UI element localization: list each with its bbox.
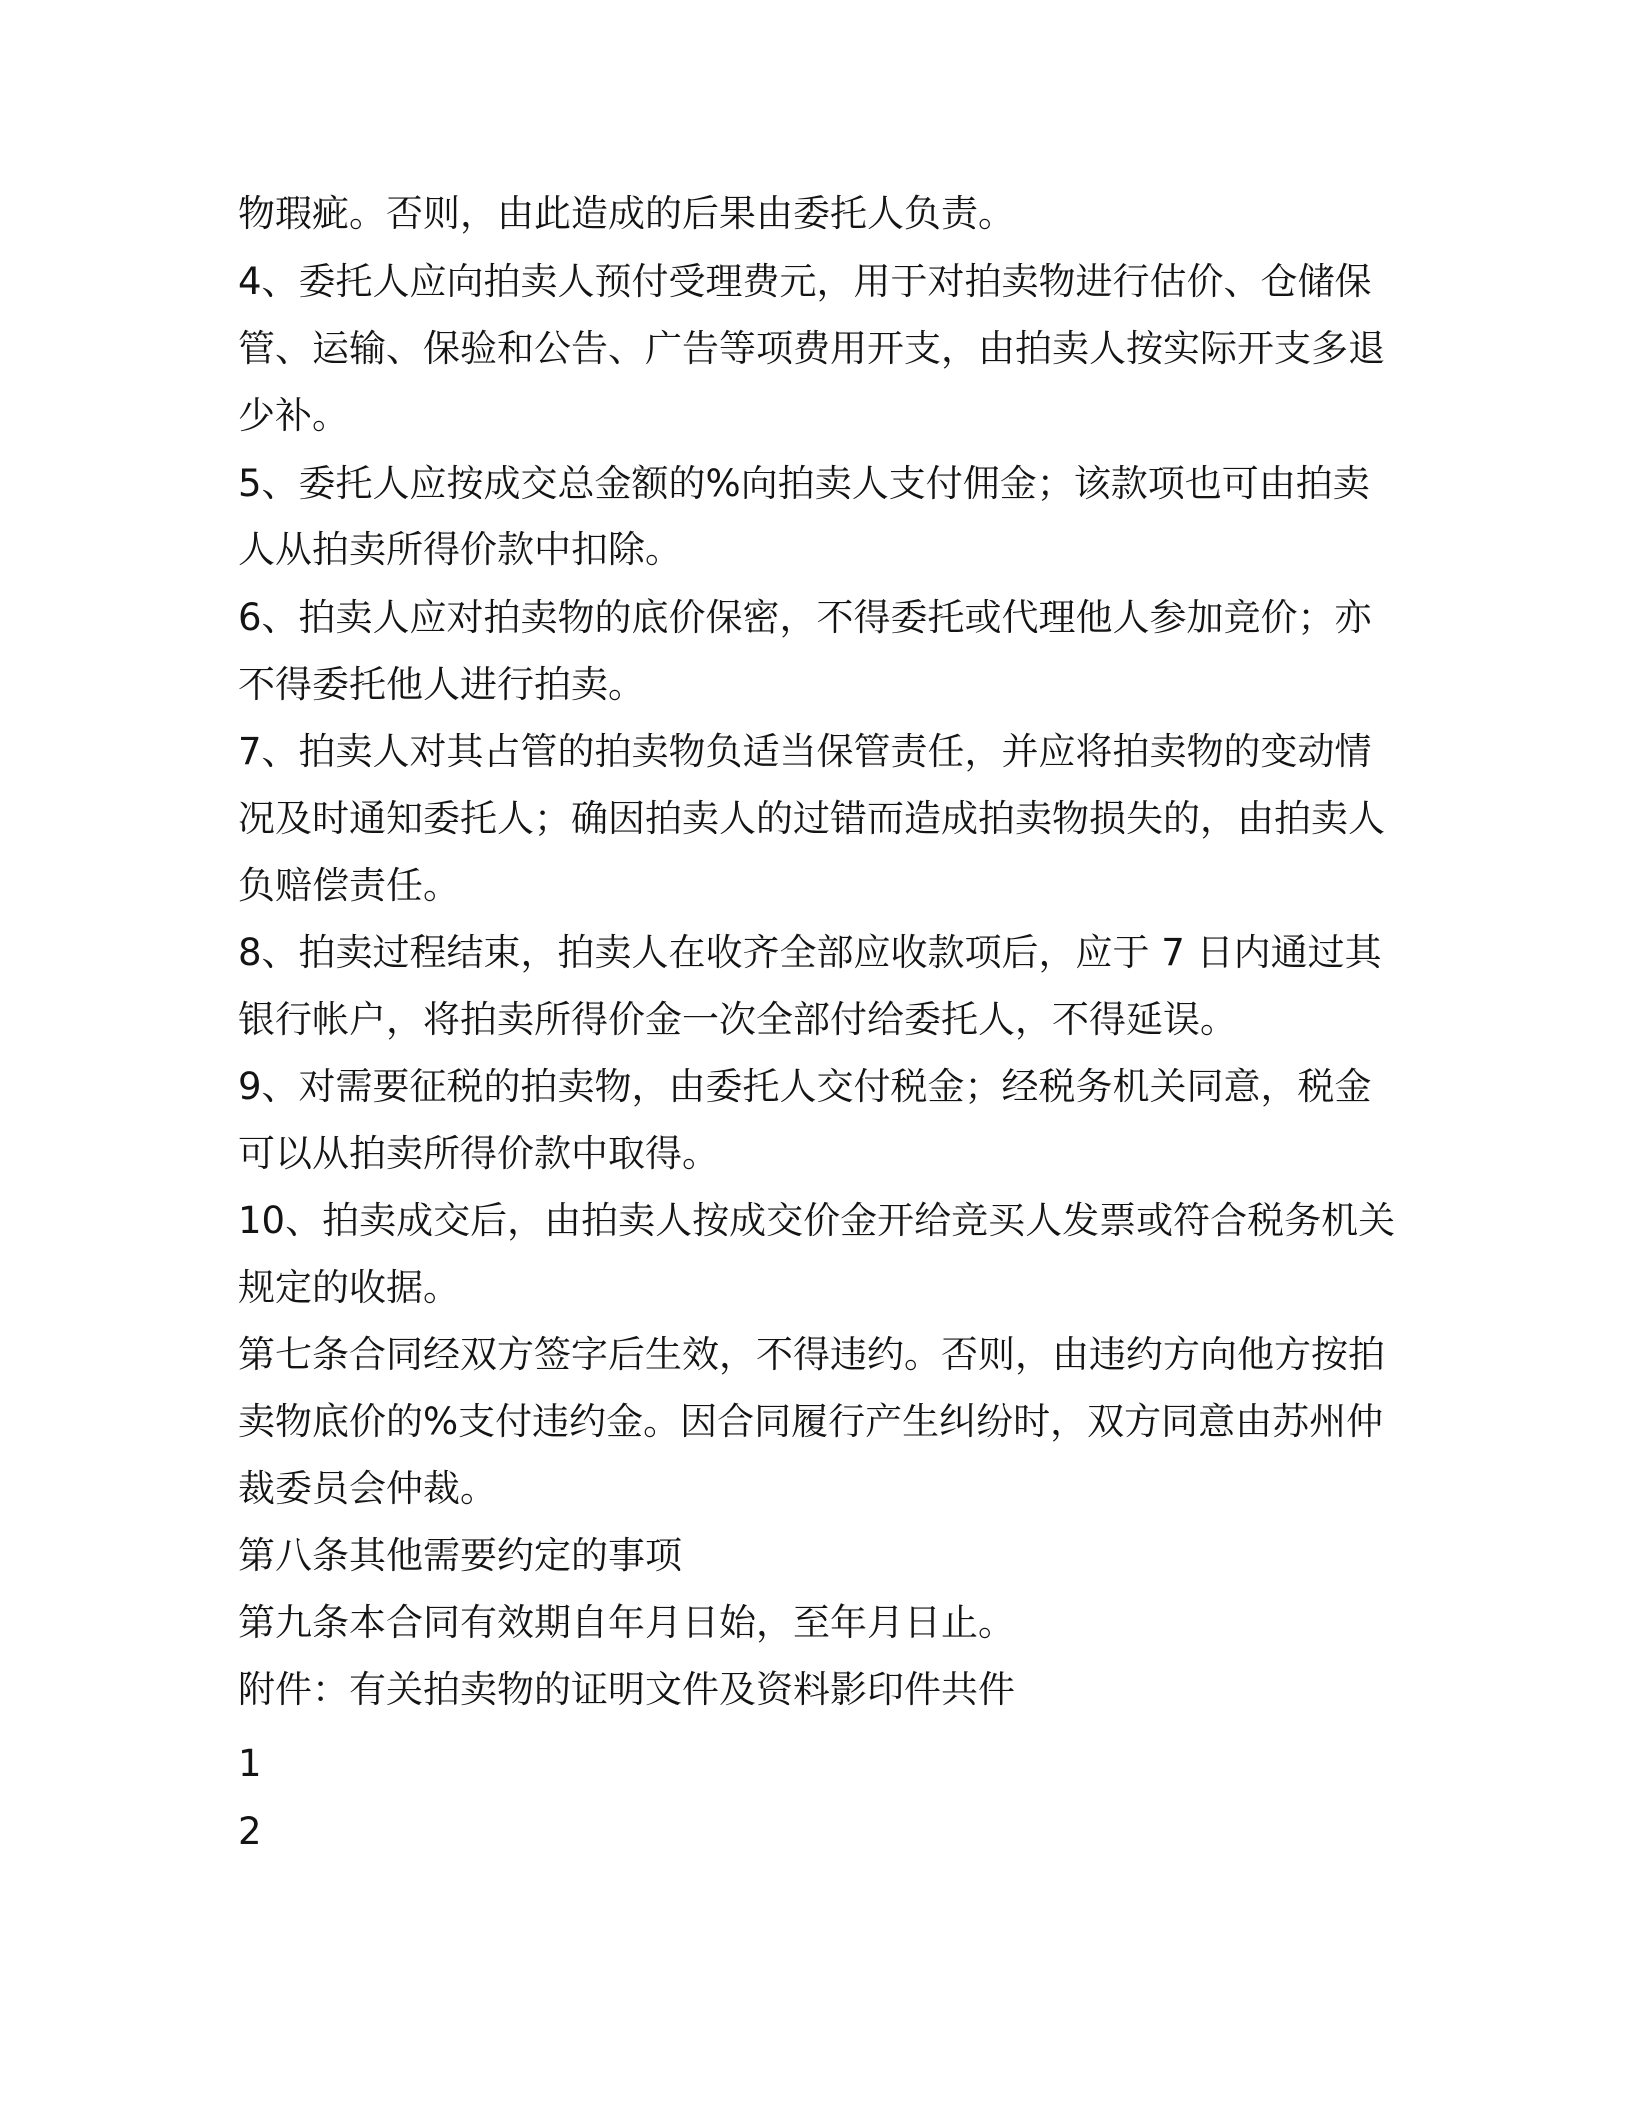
text-line-article-9: 第九条本合同有效期自年月日始，至年月日止。: [238, 1601, 1015, 1644]
text-line-item-5-a: 5、委托人应按成交总金额的%向拍卖人支付佣金；该款项也可由拍卖: [238, 462, 1370, 505]
text-line-article-8: 第八条其他需要约定的事项: [238, 1534, 682, 1577]
text-line-item-6-b: 不得委托他人进行拍卖。: [238, 663, 645, 706]
text-line-item-4-a: 4、委托人应向拍卖人预付受理费元，用于对拍卖物进行估价、仓储保: [238, 260, 1372, 303]
text-line-item-10-a: 10、拍卖成交后，由拍卖人按成交价金开给竞买人发票或符合税务机关: [238, 1199, 1396, 1242]
text-line-article-7-c: 裁委员会仲裁。: [238, 1467, 497, 1510]
text-line-item-9-b: 可以从拍卖所得价款中取得。: [238, 1132, 719, 1175]
text-line-item-4-b: 管、运输、保验和公告、广告等项费用开支，由拍卖人按实际开支多退: [238, 327, 1385, 370]
text-line-item-4-c: 少补。: [238, 394, 349, 437]
text-line-article-7-a: 第七条合同经双方签字后生效，不得违约。否则，由违约方向他方按拍: [238, 1333, 1385, 1376]
text-line-item-10-b: 规定的收据。: [238, 1266, 460, 1309]
text-line-item-9-a: 9、对需要征税的拍卖物，由委托人交付税金；经税务机关同意，税金: [238, 1065, 1372, 1108]
text-line-item-7-b: 况及时通知委托人；确因拍卖人的过错而造成拍卖物损失的，由拍卖人: [238, 797, 1385, 840]
text-line-item-7-c: 负赔偿责任。: [238, 864, 460, 907]
text-line-item-5-b: 人从拍卖所得价款中扣除。: [238, 528, 682, 571]
text-line-item-7-a: 7、拍卖人对其占管的拍卖物负适当保管责任，并应将拍卖物的变动情: [238, 730, 1372, 773]
text-line-attachment: 附件：有关拍卖物的证明文件及资料影印件共件: [238, 1668, 1015, 1711]
text-line-item-8-a: 8、拍卖过程结束，拍卖人在收齐全部应收款项后，应于 7 日内通过其: [238, 931, 1382, 974]
text-line-item-8-b: 银行帐户，将拍卖所得价金一次全部付给委托人，不得延误。: [238, 998, 1237, 1041]
attachment-number-1: 1: [238, 1742, 262, 1785]
text-line-continuation-defects: 物瑕疵。否则，由此造成的后果由委托人负责。: [238, 192, 1015, 235]
text-line-item-6-a: 6、拍卖人应对拍卖物的底价保密，不得委托或代理他人参加竞价；亦: [238, 596, 1372, 639]
text-line-article-7-b: 卖物底价的%支付违约金。因合同履行产生纠纷时，双方同意由苏州仲: [238, 1400, 1384, 1443]
attachment-number-2: 2: [238, 1810, 262, 1853]
